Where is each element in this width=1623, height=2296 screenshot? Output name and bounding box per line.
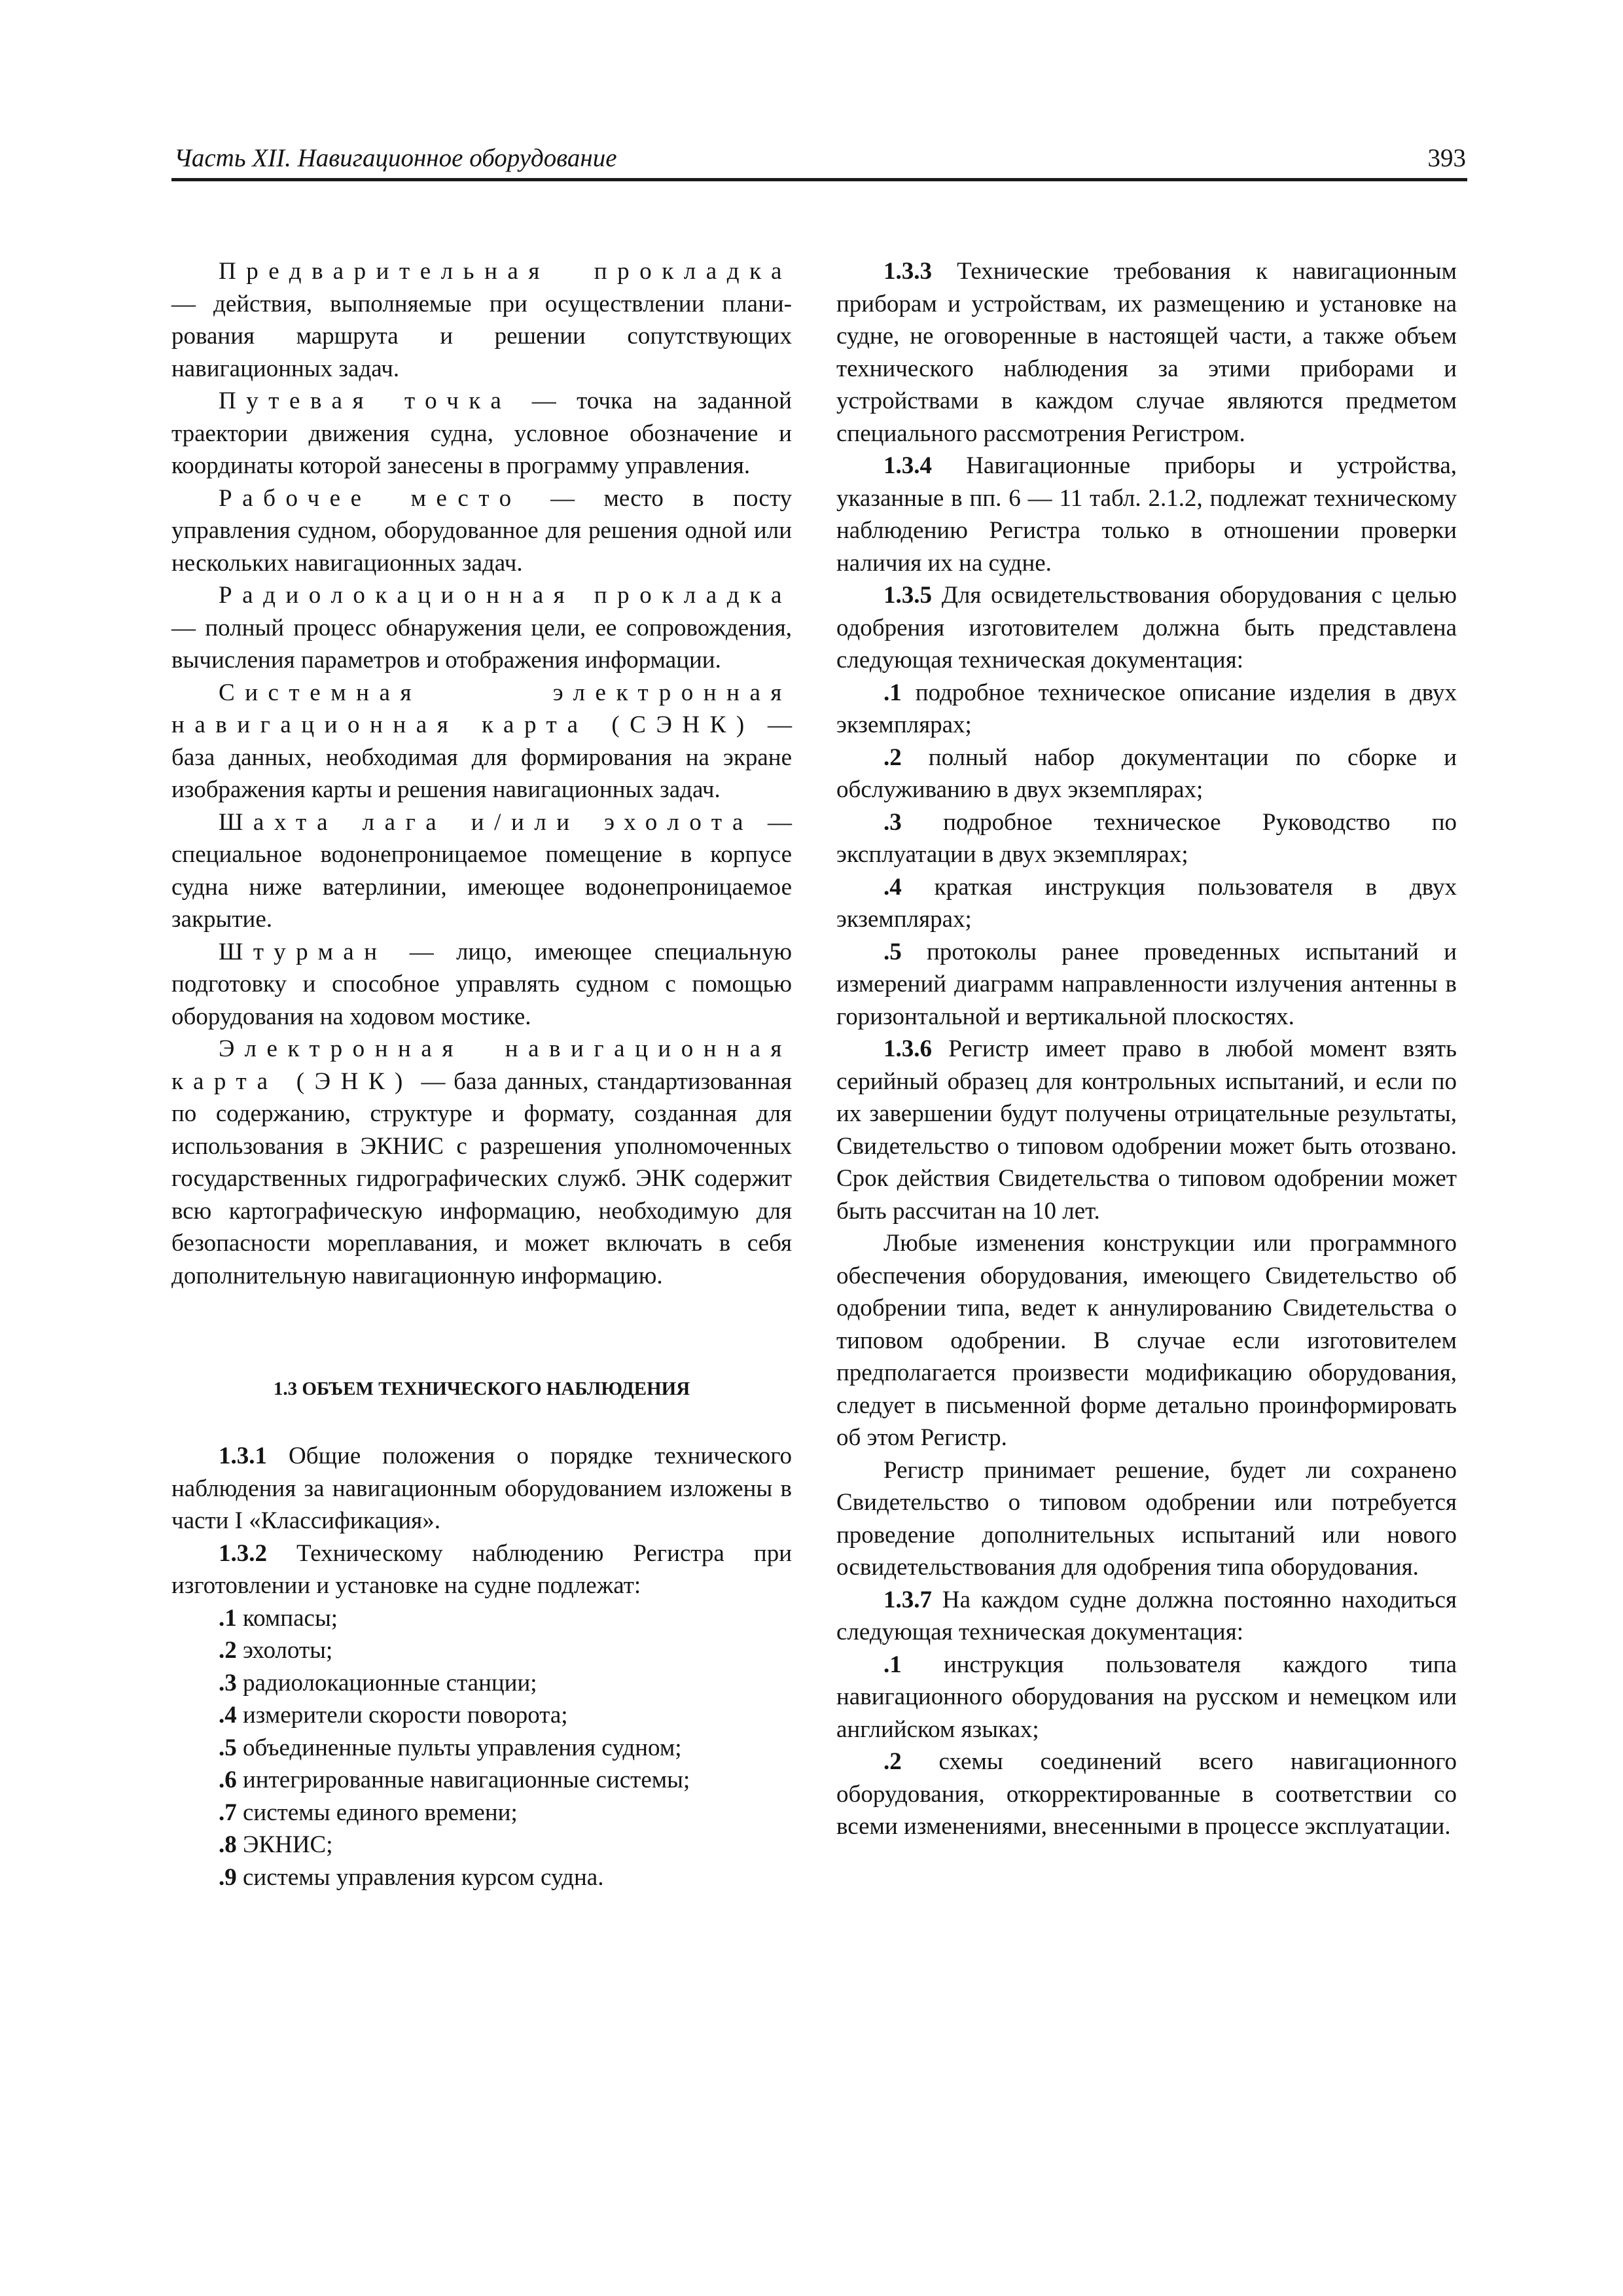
list-item-number: .2 xyxy=(219,1637,237,1664)
list-item-text: компасы; xyxy=(236,1604,338,1632)
definition-text: — действия, выполняемые при осуществлении планирования маршрута и решении сопутствующих навигационных задач. xyxy=(171,290,792,382)
definition-text: — точка на заданной траектории движения судна, условное обозначение и координаты которой занесены в программу управления. xyxy=(171,387,792,479)
definition-text: — полный процесс обнаружения цели, ее сопровождения, вычисления параметров и отображения информации. xyxy=(171,614,792,673)
list-item-text: объединенные пульты управления судном; xyxy=(236,1734,682,1761)
clause-number: 1.3.1 xyxy=(219,1443,267,1469)
list-item-text: полный набор документации по сборке и обслуживанию в двух экземплярах; xyxy=(836,744,1457,803)
section-heading: 1.3 ОБЪЕМ ТЕХНИЧЕСКОГО НАБЛЮДЕНИЯ xyxy=(273,1378,690,1399)
list-item-number: .4 xyxy=(219,1702,237,1729)
definition-paragraph xyxy=(171,482,792,580)
definition-paragraph xyxy=(171,255,792,385)
list-item-number: .1 xyxy=(219,1604,237,1632)
list-item xyxy=(836,1649,1457,1746)
list-item-number: .2 xyxy=(883,1748,902,1775)
list-item-text: ЭКНИС; xyxy=(236,1831,333,1858)
list-item xyxy=(171,1634,792,1667)
definition-term: Системная электронная навигационная карта (СЭНК) xyxy=(171,679,792,738)
list-item-number: .3 xyxy=(219,1669,237,1696)
list-item-number: .7 xyxy=(219,1799,237,1826)
definition-term: Радиолокационная прокладка xyxy=(219,582,792,609)
list-item xyxy=(171,1699,792,1732)
clause-text: Регистр имеет право в любой момент взять серийный образец для контрольных испытаний, и если по их завершении будут получены отрицательные результаты, Свидетельство о типовом одобрении может быть отозвано. Срок действия Свидетельства о типовом одобрении может быть рассчитан на 10 лет. xyxy=(836,1035,1457,1225)
list-item-number: .4 xyxy=(883,873,902,901)
right-column xyxy=(836,255,1457,1843)
definition-term: Штурман xyxy=(219,938,387,965)
clause-text: Техническому наблюдению Регистра при изготовлении и установке на судне подлежат: xyxy=(171,1539,792,1599)
definition-term: Рабочее место xyxy=(219,484,522,512)
list-item-text: измерители скорости поворота; xyxy=(236,1702,568,1729)
list-item-text: подробное техническое Руководство по эксплуатации в двух экземплярах; xyxy=(836,808,1457,868)
definition-paragraph xyxy=(171,677,792,806)
clause-text: Навигационные приборы и устройства, указанные в пп. 6 — 11 табл. 2.1.2, подлежат техническому наблюдению Регистра только в отношении проверки наличия их на судне. xyxy=(836,452,1457,577)
definition-term: Предварительная прокладка xyxy=(219,258,792,285)
clause-paragraph xyxy=(836,450,1457,579)
clause-paragraph xyxy=(836,1584,1457,1649)
list-item-text: системы управления курсом судна. xyxy=(236,1863,604,1891)
list-item xyxy=(836,1746,1457,1843)
clause-number: 1.3.3 xyxy=(883,258,932,285)
list-item-text: схемы соединений всего навигационного оборудования, откорректированные в соответствии со всеми изменениями, внесенными в процессе эксплуатации. xyxy=(836,1748,1457,1840)
clause-number: 1.3.5 xyxy=(883,582,932,609)
definition-term: Путевая точка xyxy=(219,387,512,414)
list-item-number: .3 xyxy=(883,808,902,836)
list-item-number: .6 xyxy=(219,1767,237,1793)
definition-term: Шахта лага и/или эхолота xyxy=(219,808,753,836)
list-item-text: протоколы ранее проведенных испытаний и измерений диаграмм направленности излучения антенны в горизонтальной и вертикальной плоскостях. xyxy=(836,938,1457,1030)
list-item-number: .1 xyxy=(883,679,902,706)
definition-text: — лицо, имеющее специальную подготовку и способное управлять судном с помощью оборудования на ходовом мостике. xyxy=(171,938,792,1030)
definition-text: — база данных, необходимая для формирования на экране изображения карты и решения навигационных задач. xyxy=(171,711,792,803)
page-number: 393 xyxy=(1427,144,1466,172)
clause-paragraph xyxy=(836,1033,1457,1227)
clause-text: Общие положения о порядке технического наблюдения за навигационным оборудованием изложены в части I «Классификация». xyxy=(171,1443,792,1534)
list-item xyxy=(836,871,1457,936)
list-item-number: .1 xyxy=(883,1651,902,1678)
list-item-text: радиолокационные станции; xyxy=(236,1669,537,1696)
list-item-text: краткая инструкция пользователя в двух экземплярах; xyxy=(836,873,1457,933)
clause-paragraph xyxy=(836,255,1457,450)
list-item xyxy=(836,936,1457,1033)
list-item xyxy=(836,677,1457,742)
list-item-text: подробное техническое описание изделия в двух экземплярах; xyxy=(836,679,1457,738)
left-column xyxy=(171,255,792,1893)
list-item-text: системы единого времени; xyxy=(236,1799,518,1826)
definition-paragraph xyxy=(171,579,792,677)
definition-text: — место в посту управления судном, оборудованное для решения одной или нескольких навигационных задач. xyxy=(171,484,792,577)
list-item-number: .9 xyxy=(219,1863,237,1891)
clause-number: 1.3.6 xyxy=(883,1035,932,1062)
body-paragraph: Регистр принимает решение, будет ли сохранено Свидетельство о типовом одобрении или потребуется проведение дополнительных испытаний или нового освидетельствования для одобрения типа оборудования. xyxy=(836,1456,1457,1581)
list-item xyxy=(171,1667,792,1700)
running-header-title: Часть XII. Навигационное оборудование xyxy=(174,144,617,172)
list-item-text: эхолоты; xyxy=(236,1637,333,1664)
list-item-text: интегрированные навигационные системы; xyxy=(236,1767,690,1793)
definition-paragraph xyxy=(171,806,792,936)
definition-term: Электронная навигационная карта (ЭНК) xyxy=(171,1035,792,1095)
definition-text: — база данных, стандартизованная по содержанию, структуре и формату, созданная для использования в ЭКНИС с разрешения уполномоченных государственных гидрографических служб. ЭНК содержит всю картографическую информацию, необходимую для безопасности мореплавания, и может включать в себя дополнительную навигационную информацию. xyxy=(171,1067,792,1289)
list-item-number: .8 xyxy=(219,1831,237,1858)
list-item-number: .5 xyxy=(883,938,902,965)
clause-text: Для освидетельствования оборудования с целью одобрения изготовителем должна быть представлена следующая техническая документация: xyxy=(836,582,1457,673)
clause-text: На каждом судне должна постоянно находиться следующая техническая документация: xyxy=(836,1586,1457,1645)
list-item xyxy=(171,1732,792,1765)
clause-paragraph xyxy=(836,579,1457,677)
definition-text: — специальное водонепроницаемое помещение в корпусе судна ниже ватерлинии, имеющее водонепроницаемое закрытие. xyxy=(171,808,792,933)
clause-paragraph xyxy=(171,1440,792,1537)
clause-number: 1.3.4 xyxy=(883,452,932,479)
list-item-text: инструкция пользователя каждого типа навигационного оборудования на русском и немецком или английском языках; xyxy=(836,1651,1457,1743)
clause-number: 1.3.7 xyxy=(883,1586,932,1613)
list-item xyxy=(836,742,1457,806)
clause-paragraph xyxy=(171,1537,792,1602)
list-item xyxy=(171,1797,792,1829)
clause-number: 1.3.2 xyxy=(219,1539,267,1567)
list-item xyxy=(171,1861,792,1894)
body-paragraph: Любые изменения конструкции или программного обеспечения оборудования, имеющего Свидетельство об одобрении типа, ведет к аннулированию Свидетельства о типовом одобрении. В случае если изготовителем предполагается произвести модификацию оборудования, следует в письменной форме детально проинформировать об этом Регистр. xyxy=(836,1230,1457,1451)
list-item-number: .5 xyxy=(219,1734,237,1761)
definition-paragraph xyxy=(171,1033,792,1292)
definition-paragraph xyxy=(171,936,792,1033)
definition-paragraph xyxy=(171,385,792,482)
list-item xyxy=(836,806,1457,871)
list-item-number: .2 xyxy=(883,744,902,771)
running-header xyxy=(171,139,1467,181)
list-item xyxy=(171,1829,792,1861)
list-item xyxy=(171,1602,792,1635)
list-item xyxy=(171,1764,792,1797)
clause-text: Технические требования к навигационным приборам и устройствам, их размещению и установке на судне, не оговоренные в настоящей части, а также объем технического наблюдения за этими приборами и устройствами в каждом случае являются предметом специального рассмотрения Регистром. xyxy=(836,258,1457,447)
